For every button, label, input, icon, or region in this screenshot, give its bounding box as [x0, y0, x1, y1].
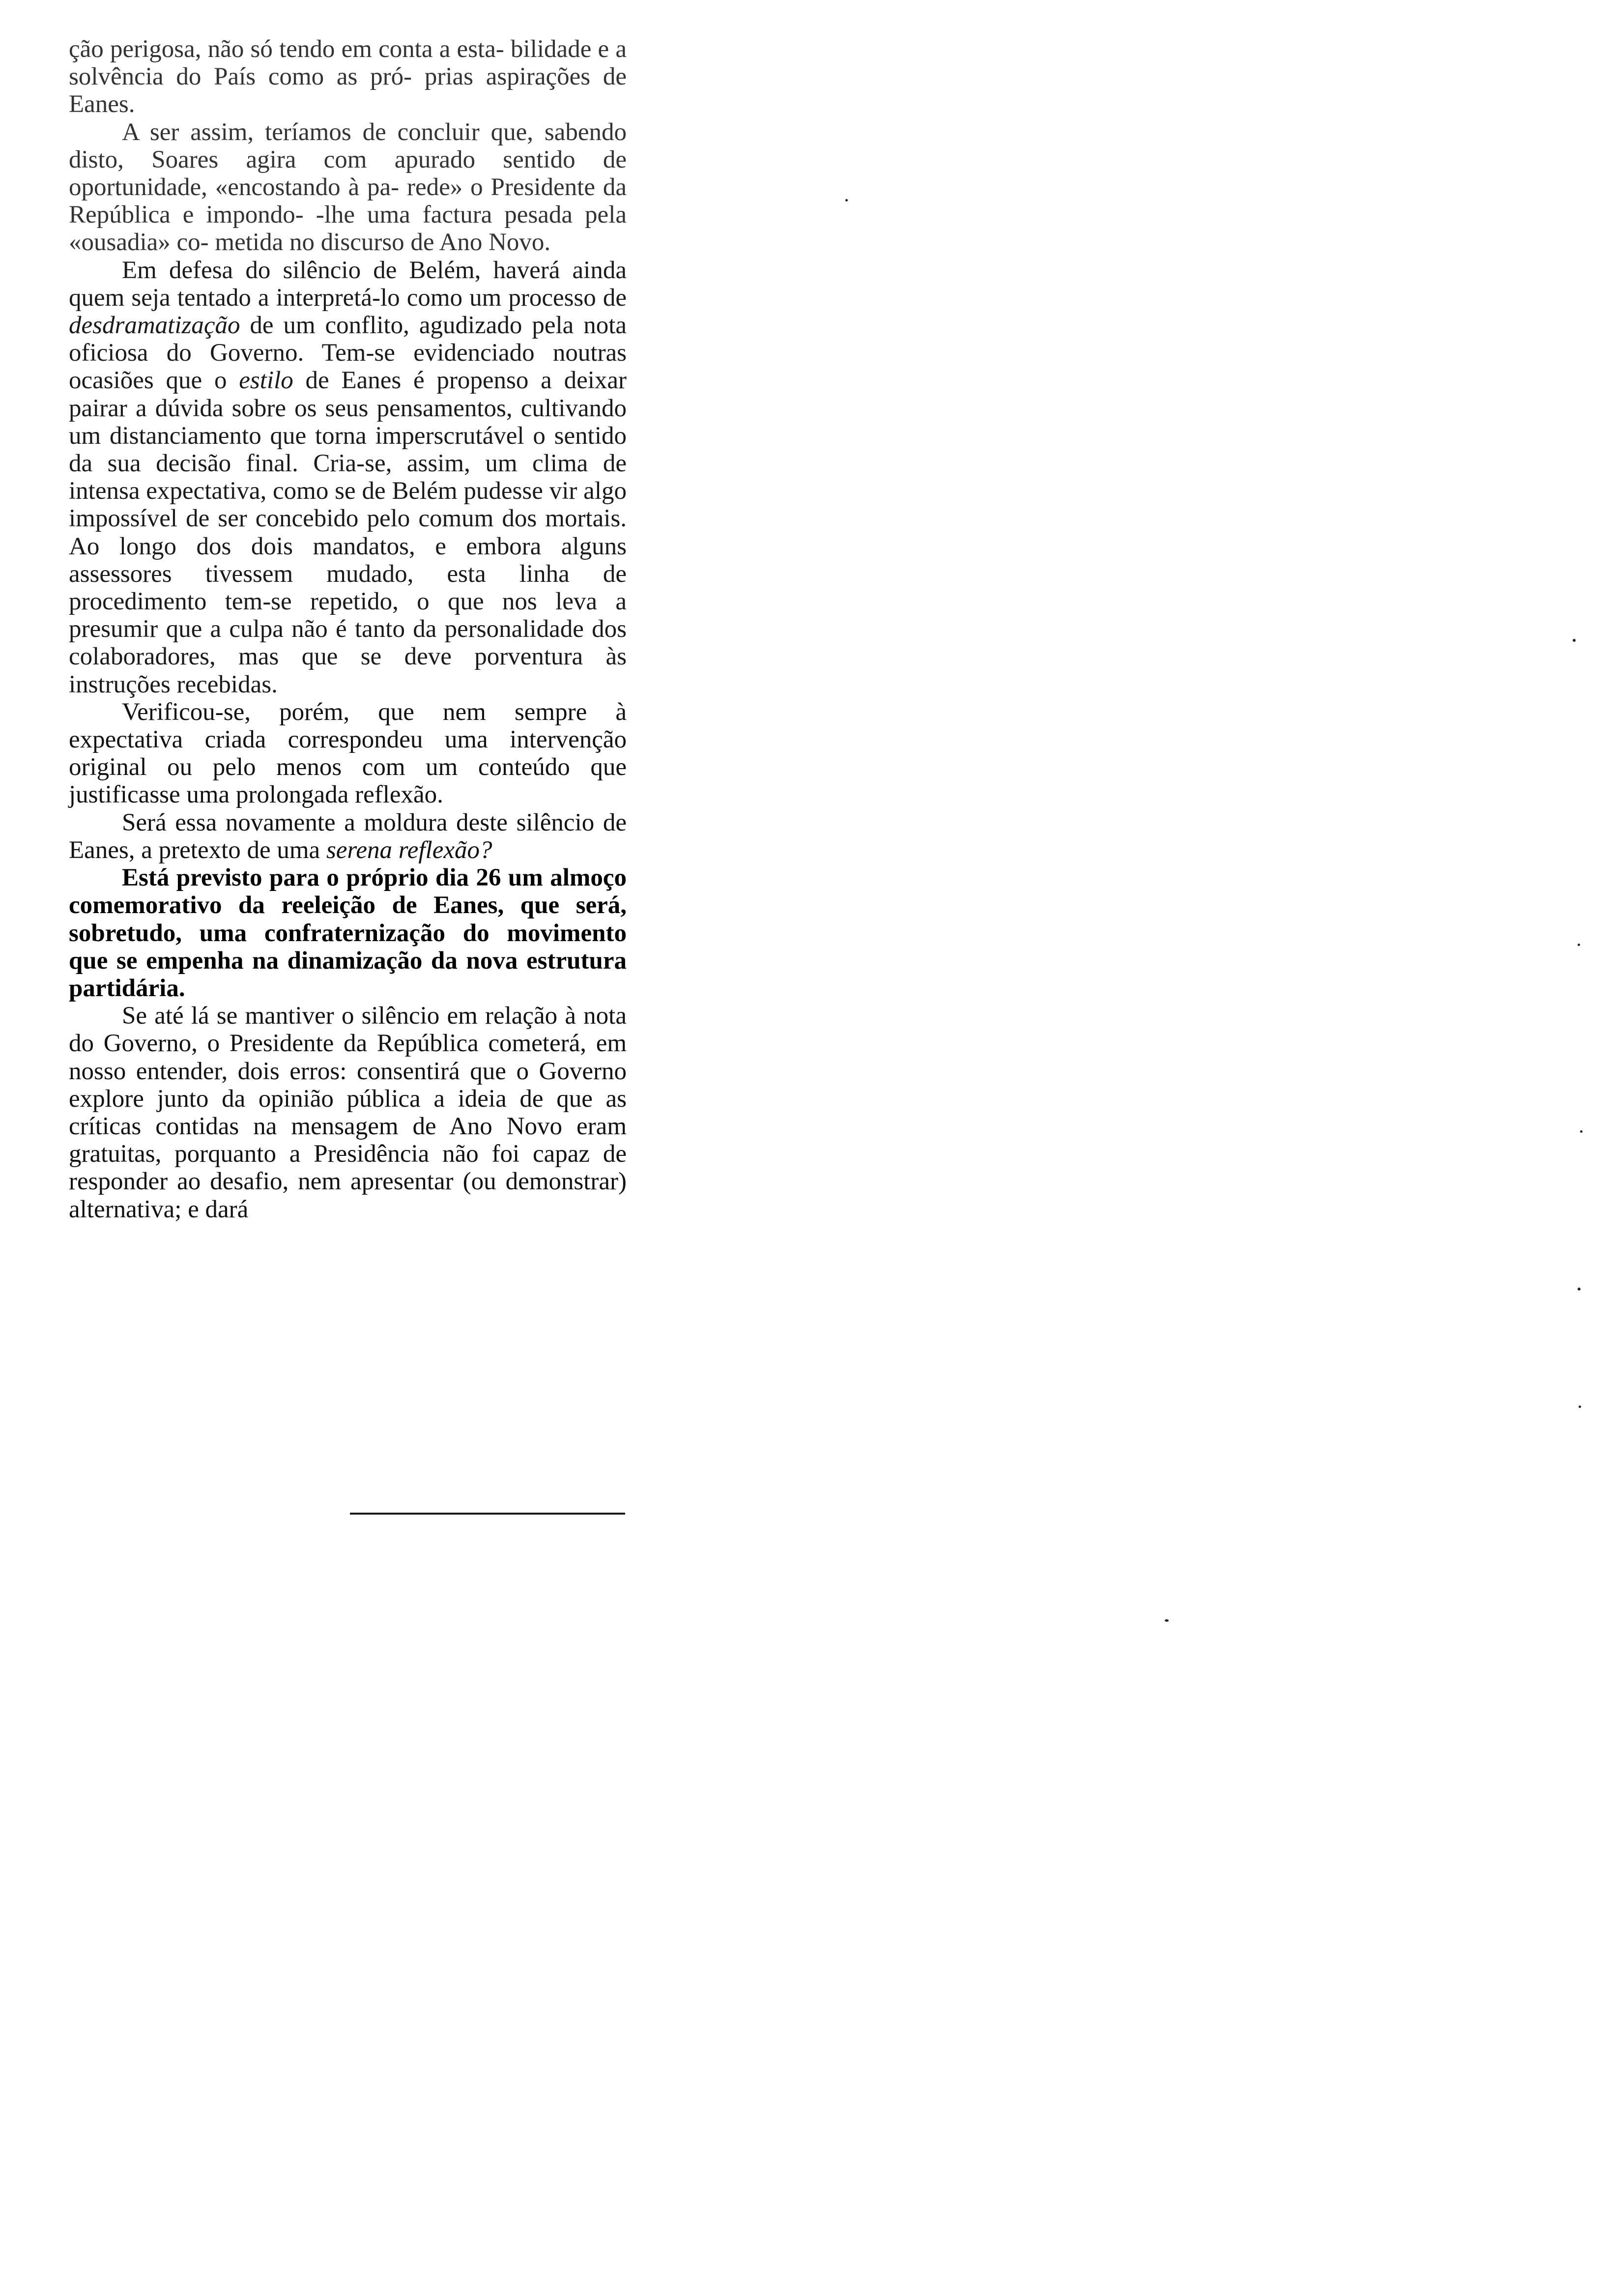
article-line: ção perigosa, não só tendo em conta a esta- — [69, 35, 504, 63]
article-paragraph: Verificou-se, porém, que nem sempre à expectativa criada correspondeu uma intervenção original ou pelo menos com um conteúdo que justificasse uma prolongada reflexão. — [69, 698, 627, 809]
article-paragraph: Se até lá se mantiver o silêncio em relação à nota do Governo, o Presidente da República cometerá, em nosso entender, dois erros: consentirá que o Governo explore junto da opinião pública a ideia de que as críticas contidas na mensagem de Ano Novo eram gratuitas, porquanto a Presidência não foi capaz de responder ao desafio, nem apresentar (ou demonstrar) alternativa; e dará — [69, 1002, 627, 1223]
article-text: de Eanes é propenso a deixar pairar a dúvida sobre os seus pensamentos, cultivando um distanciamento que torna imperscrutável o sentido da sua decisão final. Cria-se, assim, um clima de intensa expectativa, como se de Belém pudesse vir algo impossível de ser concebido pelo comum dos mortais. Ao longo dos dois mandatos, e embora alguns assessores tivessem mudado, esta linha de procedimento tem-se repetido, o que nos leva a presumir que a culpa não é tanto da personalidade dos colaboradores, mas que se deve porventura às instruções recebidas. — [69, 367, 627, 698]
article-paragraph — [69, 35, 627, 118]
article-line: -lhe uma factura pesada pela «ousadia» co- — [69, 201, 627, 257]
scan-speck — [1165, 1619, 1169, 1622]
scan-speck — [1578, 944, 1580, 946]
scan-speck — [1578, 1288, 1581, 1291]
article-paragraph: Está previsto para o próprio dia 26 um almoço comemorativo da reeleição de Eanes, que será, sobretudo, uma confraternização do movimento que se empenha na dinamização da nova estrutura partidária. — [69, 864, 627, 1002]
article-text: Será essa novamente a moldura deste silêncio de Eanes, a pretexto de uma — [69, 808, 627, 864]
article-line: sabendo disto, Soares agira com apurado — [69, 118, 627, 173]
article-line: metida no discurso de Ano Novo. — [215, 229, 551, 257]
article-line: sentido de oportunidade, «encostando à pa- — [69, 145, 627, 201]
article-italic-text: estilo — [239, 367, 293, 395]
article-line: prias aspirações de Eanes. — [69, 63, 627, 118]
scan-speck — [1580, 1130, 1583, 1133]
article-line: A ser assim, teríamos de concluir que, — [122, 118, 545, 146]
article-paragraph — [69, 809, 627, 864]
article-column — [69, 35, 627, 1223]
article-paragraph — [69, 118, 627, 257]
article-italic-text: desdramatização — [69, 312, 240, 340]
scan-speck — [1573, 639, 1576, 642]
column-end-rule — [350, 1513, 625, 1515]
article-paragraph — [69, 257, 627, 698]
article-italic-text: serena reflexão? — [326, 836, 492, 864]
scan-speck — [1579, 1406, 1581, 1408]
article-line: bilidade e a solvência do País como as pró- — [69, 35, 627, 91]
article-text: de um conflito, agudizado pela nota oficiosa do Governo. Tem-se evidenciado noutras ocasiões que o — [69, 312, 627, 395]
article-line: rede» o Presidente da República e impondo- — [69, 173, 627, 229]
article-text: Em defesa do silêncio de Belém, haverá ainda quem seja tentado a interpretá-lo como um processo de — [69, 256, 627, 312]
scan-speck — [845, 199, 848, 201]
